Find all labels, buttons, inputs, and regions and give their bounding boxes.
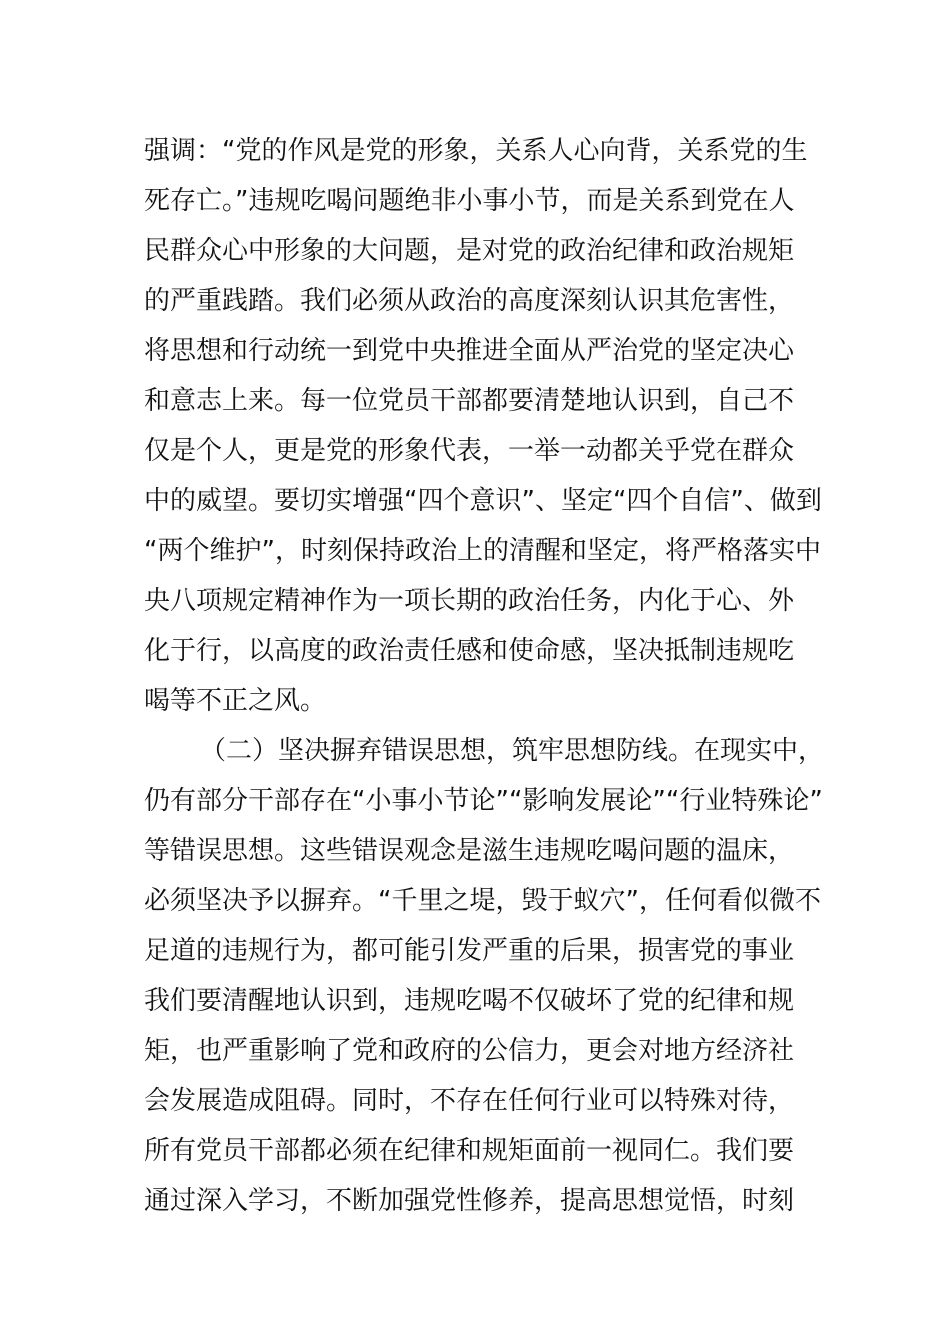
section-heading-line: （二）坚决摒弃错误思想，筑牢思想防线。在现实中，	[200, 736, 825, 766]
text-line: 化于行，以高度的政治责任感和使命感，坚决抵制违规吃	[144, 636, 795, 666]
document-body	[144, 126, 844, 1226]
text-line: 将思想和行动统一到党中央推进全面从严治党的坚定决心	[144, 336, 795, 366]
text-line: 我们要清醒地认识到，违规吃喝不仅破坏了党的纪律和规	[144, 986, 795, 1016]
text-line: 等错误思想。这些错误观念是滋生违规吃喝问题的温床，	[144, 836, 795, 866]
text-line: 所有党员干部都必须在纪律和规矩面前一视同仁。我们要	[144, 1136, 795, 1166]
text-line: 强调：“党的作风是党的形象，关系人心向背，关系党的生	[144, 136, 808, 166]
text-line: 央八项规定精神作为一项长期的政治任务，内化于心、外	[144, 586, 795, 616]
text-line: 必须坚决予以摒弃。“千里之堤，毁于蚁穴”，任何看似微不	[144, 886, 821, 916]
text-line: 会发展造成阻碍。同时，不存在任何行业可以特殊对待，	[144, 1086, 795, 1116]
text-line: 中的威望。要切实增强“四个意识”、坚定“四个自信”、做到	[144, 486, 822, 516]
text-line: 和意志上来。每一位党员干部都要清楚地认识到，自己不	[144, 386, 795, 416]
text-line: “两个维护”，时刻保持政治上的清醒和坚定，将严格落实中	[144, 536, 821, 566]
text-line: 死存亡。”违规吃喝问题绝非小事小节，而是关系到党在人	[144, 186, 795, 216]
text-line: 的严重践踏。我们必须从政治的高度深刻认识其危害性，	[144, 286, 795, 316]
text-line: 民群众心中形象的大问题，是对党的政治纪律和政治规矩	[144, 236, 795, 266]
text-line: 通过深入学习，不断加强党性修养，提高思想觉悟，时刻	[144, 1186, 795, 1216]
text-line: 足道的违规行为，都可能引发严重的后果，损害党的事业	[144, 936, 795, 966]
text-line: 喝等不正之风。	[144, 686, 327, 716]
text-line: 仅是个人，更是党的形象代表，一举一动都关乎党在群众	[144, 436, 795, 466]
text-line: 仍有部分干部存在“小事小节论”“影响发展论”“行业特殊论”	[144, 786, 823, 816]
text-line: 矩，也严重影响了党和政府的公信力，更会对地方经济社	[144, 1036, 795, 1066]
